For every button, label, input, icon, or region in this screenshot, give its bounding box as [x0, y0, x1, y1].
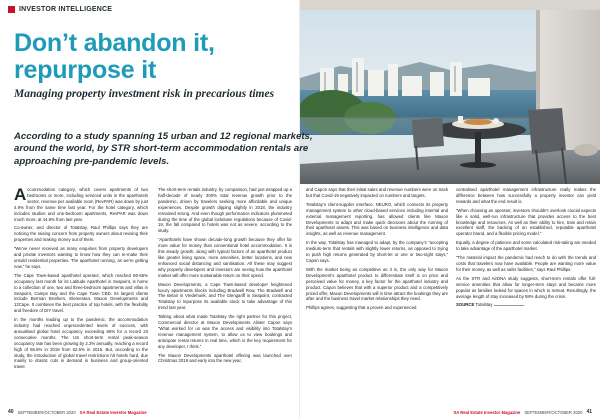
paragraph: Phillips agrees, suggesting that a proven and experienced — [306, 305, 417, 311]
section-tag — [8, 6, 112, 13]
body-column-3 — [306, 187, 448, 314]
paragraph: “We’ve never received as many enquiries from property developers and private investors wanting to know how they can re-make their unsold residential properties. The aparthotel running, as we’re getting now,” he says. — [14, 246, 148, 269]
source-rule — [494, 305, 524, 306]
paragraph: Totalstay’s client-supplier interface, NEURO, which connects its property management system to other cloud-based services including internal and external management reporting, has allowed clients like Maxon Developments to adapt and make quick decisions about the running of their aparthotel assets. This was based on business intelligence and data insights, as well as revenue management. — [306, 201, 448, 237]
magazine-brand: SA Real Estate Investor Magazine — [453, 409, 521, 415]
magazine-brand: SA Real Estate Investor Magazine — [79, 409, 147, 415]
page-number: 40 — [8, 409, 14, 415]
footer-left — [8, 409, 147, 415]
paragraph: centralised aparthotel management infrastructure really makes the difference between how successfully a property investor can yield rewards and what the end result is. — [456, 187, 596, 204]
section-label: INVESTOR INTELLIGENCE — [19, 6, 113, 13]
source-name: Totalstay — [475, 302, 493, 308]
paragraph: In the months leading up to the pandemic, the accommodation industry had reached unprecedented levels of success, with annualised global hotel occupancy exceeding 66% for a record 23 consecutive months. The US short-term rental peak-season occupancy rate has been growing by 2.3% annually, reaching a record high of 56.6% in 2019 from 52.6% in 2015. But, according to the study, the introduction of global travel restrictions hit hotels hard, due mainly to drastic cuts in demand in business and group-oriented travel. — [14, 317, 148, 370]
paragraph-text: ccommodation category, which covers apartments of two bedrooms or more, including serviced units in the aparthotels sector, revenue per available room (RevPAR) was down by just 4.9% from the same time last year. For the hotel category, which includes studios and one-bedroom apartments, RevPAR was down much more, at 44.8% from last year. — [14, 187, 148, 222]
photo-illustration — [300, 0, 600, 184]
source-label: SOURCE — [456, 302, 475, 308]
paragraph: The Maxon Developments aparthotel offering was launched over Christmas 2019 and early into the new year, — [158, 352, 292, 364]
paragraph: Maxon Developments, a Cape Town-based developer heightened luxury apartments blocks including Bradwell Row, The Bradwell and The Belair in Vredehoek, and The Glengariff in Seapoint, contracted Totalstay to repurpose its available stock to take advantage of this trend last year. — [158, 281, 292, 311]
paragraph: The short-term rentals industry, by comparison, had just wrapped up a half-decade of nearly 300% total revenue growth prior to the pandemic, driven by travelers seeking more affordable and unique experiences. Despite growth dipping slightly in 2018, the industry remained strong. And even though performance indicators plummeted during the time of the global lockdown regulations because of Covid-19, the fall compared to hotels was not as severe, according to the study. — [158, 187, 292, 234]
balcony-sea-view-photo — [300, 0, 600, 184]
headline-line-2: repurpose it — [14, 56, 157, 84]
paragraph: Co-owner, and director of Totalstay, Raul Phillips says they are noticing the raising concern from property owners about revising their properties and making money out of them. — [14, 225, 148, 243]
paragraph: “Aparthotels have shown decade-long growth because they offer far more value for money than conventional hotel accommodation. It is this steady growth, along with typical factors of an aparthotel product like greater living space, more amenities, better locations, and new enhanced social distancing and sanitisation. All these may suggest why property developers and investors are seeing how the aparthotel market will offer more sustainable return on their spend. — [158, 237, 292, 278]
article-subhead: Managing property investment risk in precarious times — [14, 88, 275, 100]
dropcap: A — [14, 185, 27, 204]
paragraph: In the way, Totalstay has managed to adapt, by the company’s “accepting medium-term that rentals with slightly lower returns, as opposed to trying to push high returns generated by short-let or one or two-night stays,” Capon says. — [306, 240, 448, 263]
source-credit — [456, 302, 596, 308]
section-marker-icon — [8, 6, 15, 13]
body-column-2 — [158, 187, 292, 367]
paragraph: “When choosing an operator, investors shouldn’t overlook crucial aspects like a solid, well-run infrastructure that provides access to the best knowledge and resources. As well as their ability to hire, train and retain excellent staff, the backing of an established, reputable aparthotel operator brand, and a flexible pricing model.” — [456, 207, 596, 237]
paragraph: As the STR and AirDNA study suggests, short-term rentals offer full-service amenities that allow for longer-term stays and became more popular as families looked for spaces in which to retreat. Resultingly, the average length of stay increased by 58% during the crisis. — [456, 275, 596, 299]
paragraph: and Capon says that their initial sales and revenue numbers were on track but that Covid-19 negatively impacted on numbers and targets. — [306, 187, 448, 198]
paragraph: With the market being as competitive as it is, the only way for Maxon Development’s aparthotel product to differentiate itself is on price and perceived value for money, a key factor for the aparthotel industry and product. Capon believes that with a superior product and a competitively priced offer, Maxon Developments will in time attract the bookings they are after and the business travel market relationships they need. — [306, 266, 448, 302]
body-column-1 — [14, 187, 148, 373]
article-standfirst: According to a study spanning 15 urban and 12 regional markets, around the world, by STR short-term accommodation rentals are approaching pre-pandemic levels. — [14, 131, 313, 167]
paragraph: “The material impact the pandemic had reach to do with the trends and costs that travelers now have available. People are wanting more value for their money, as well as safer facilities,” says Raul Phillips. — [456, 255, 596, 272]
issue-date: SEPTEMBER/OCTOBER 2020 — [524, 409, 583, 415]
paragraph — [14, 187, 148, 222]
issue-date: SEPTEMBER/OCTOBER 2020 — [17, 409, 76, 415]
paragraph: The Cape Town-based aparthotel operator, which reached 80-55% occupancy last month for its Latitude Aparthotel in Seapoint, is home to a collection of one, two and three-bedroom apartments and villas in Seapoint, Camps Bay and the Cape Town CBD. Its largest clients include Berman Brothers, Elementa4, Maxon Developments and 12Cape. It combines the best practice of top hotels, with the flexibility and freedom of DIY travel. — [14, 272, 148, 314]
headline-line-1: Don’t abandon it, — [14, 29, 215, 57]
paragraph: Talking about what made Totalstay the right partner for this project, Commercial director at Maxon Developments Alister Capon says “What worked for us was the access and visibility into Totalstay’s revenue management system, to allow us to view bookings and anticipate rental returns in real time, which is the key requirement for any developer, I think.” — [158, 314, 292, 349]
article-headline — [14, 30, 294, 84]
body-column-4 — [456, 187, 596, 311]
paragraph: Equally, a degree of patience and some calculated risk-taking are needed to take advantage of the aparthotel market. — [456, 240, 596, 252]
footer-right — [453, 409, 592, 415]
page-number: 41 — [586, 409, 592, 415]
